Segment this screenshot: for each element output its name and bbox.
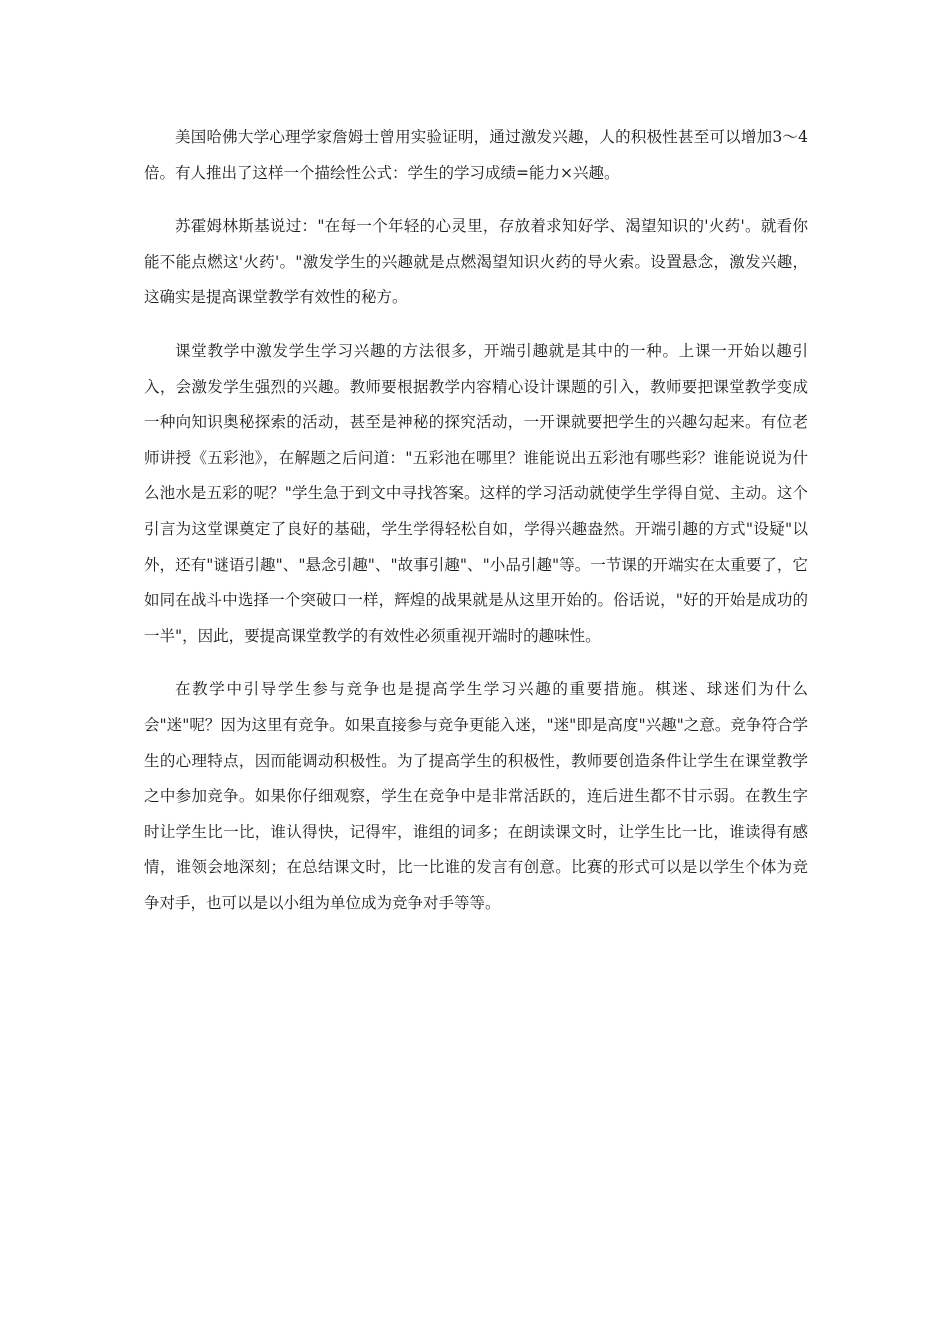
- paragraph-opening-interest: 课堂教学中激发学生学习兴趣的方法很多，开端引趣就是其中的一种。上课一开始以趣引入，会激发学生强烈的兴趣。教师要根据教学内容精心设计课题的引入，教师要把课堂教学变成一种向知识奥秘探索的活动，甚至是神秘的探究活动，一开课就要把学生的兴趣勾起来。有位老师讲授《五彩池》，在解题之后问道："五彩池在哪里？谁能说出五彩池有哪些彩？谁能说说为什么池水是五彩的呢？"学生急于到文中寻找答案。这样的学习活动就使学生学得自觉、主动。这个引言为这堂课奠定了良好的基础，学生学得轻松自如，学得兴趣盎然。开端引趣的方式"设疑"以外，还有"谜语引趣"、"悬念引趣"、"故事引趣"、"小品引趣"等。一节课的开端实在太重要了，它如同在战斗中选择一个突破口一样，辉煌的战果就是从这里开始的。俗话说，"好的开始是成功的一半"，因此，要提高课堂教学的有效性必须重视开端时的趣味性。: [144, 341, 808, 645]
- paragraph-interest-formula: 美国哈佛大学心理学家詹姆士曾用实验证明，通过激发兴趣，人的积极性甚至可以增加3～4倍。有人推出了这样一个描绘性公式：学生的学习成绩=能力×兴趣。: [144, 128, 808, 182]
- paragraph-competition: 在教学中引导学生参与竞争也是提高学生学习兴趣的重要措施。棋迷、球迷们为什么会"迷"呢？因为这里有竞争。如果直接参与竞争更能入迷，"迷"即是高度"兴趣"之意。竞争符合学生的心理特点，因而能调动积极性。为了提高学生的积极性，教师要创造条件让学生在课堂教学之中参加竞争。如果你仔细观察，学生在竞争中是非常活跃的，连后进生都不甘示弱。在教生字时让学生比一比，谁认得快，记得牢，谁组的词多；在朗读课文时，让学生比一比，谁读得有感情，谁领会地深刻；在总结课文时，比一比谁的发言有创意。比赛的形式可以是以学生个体为竞争对手，也可以是以小组为单位成为竞争对手等等。: [144, 680, 808, 912]
- document-body: [144, 120, 808, 939]
- paragraph-sukhomlinsky-quote: 苏霍姆林斯基说过："在每一个年轻的心灵里，存放着求知好学、渴望知识的'火药'。就看你能不能点燃这'火药'。"激发学生的兴趣就是点燃渴望知识火药的导火索。设置悬念，激发兴趣，这确实是提高课堂教学有效性的秘方。: [144, 217, 808, 307]
